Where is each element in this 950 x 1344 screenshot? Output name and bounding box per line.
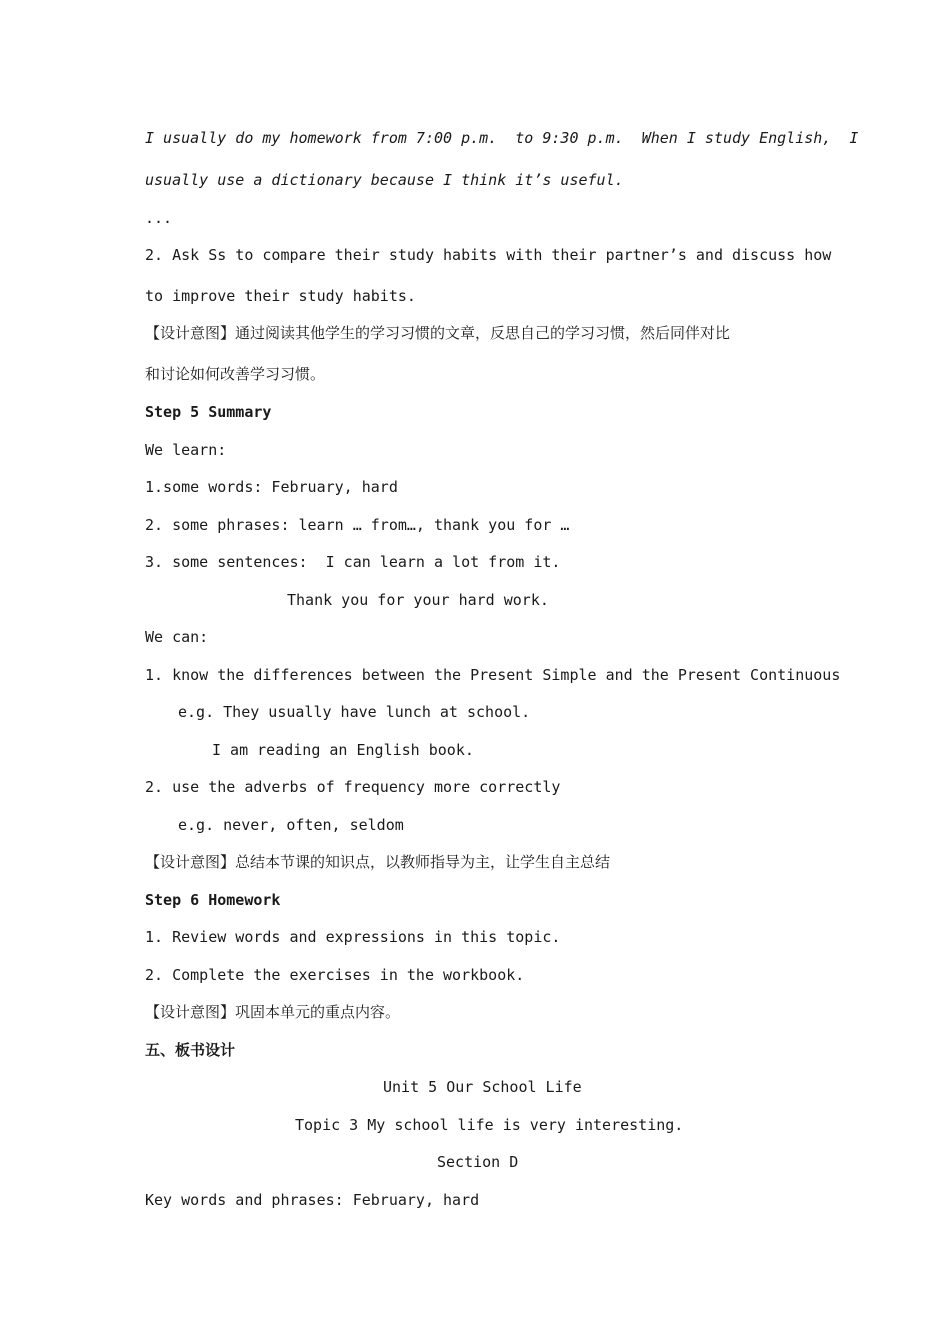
paragraph-line: usually use a dictionary because I think it’s useful. xyxy=(145,171,624,189)
paragraph-line: I usually do my homework from 7:00 p.m. to 9:30 p.m. When I study English, I xyxy=(145,129,859,147)
board-key-words: Key words and phrases: February, hard xyxy=(145,1191,480,1209)
list-heading: We can: xyxy=(145,628,209,646)
list-item: 2. use the adverbs of frequency more correctly xyxy=(145,778,561,796)
board-title: Unit 5 Our School Life xyxy=(383,1078,582,1096)
step-heading: Step 5 Summary xyxy=(145,403,272,421)
ellipsis: ... xyxy=(145,209,173,227)
instruction-line: 2. Ask Ss to compare their study habits with their partner’s and discuss how xyxy=(145,246,832,264)
design-intent-note: 【设计意图】巩固本单元的重点内容。 xyxy=(145,1003,401,1021)
list-item: 2. Complete the exercises in the workbook. xyxy=(145,966,525,984)
list-item: 1. Review words and expressions in this topic. xyxy=(145,928,561,946)
list-item: 1.some words: February, hard xyxy=(145,478,398,496)
section-heading: 五、板书设计 xyxy=(145,1041,236,1059)
design-intent-note: 和讨论如何改善学习习惯。 xyxy=(145,365,326,383)
example-line: e.g. never, often, seldom xyxy=(178,816,404,834)
design-intent-note: 【设计意图】总结本节课的知识点，以教师指导为主，让学生自主总结 xyxy=(145,853,611,871)
list-item-continuation: Thank you for your hard work. xyxy=(287,591,549,609)
board-topic: Topic 3 My school life is very interesting. xyxy=(295,1116,684,1134)
example-line: e.g. They usually have lunch at school. xyxy=(178,703,531,721)
list-item: 3. some sentences: I can learn a lot from it. xyxy=(145,553,561,571)
example-line: I am reading an English book. xyxy=(212,741,474,759)
list-heading: We learn: xyxy=(145,441,227,459)
instruction-line: to improve their study habits. xyxy=(145,287,416,305)
list-item: 1. know the differences between the Present Simple and the Present Continuous xyxy=(145,666,841,684)
list-item: 2. some phrases: learn … from…, thank you for … xyxy=(145,516,570,534)
design-intent-note: 【设计意图】通过阅读其他学生的学习习惯的文章，反思自己的学习习惯，然后同伴对比 xyxy=(145,324,731,342)
board-section: Section D xyxy=(437,1153,519,1171)
step-heading: Step 6 Homework xyxy=(145,891,281,909)
